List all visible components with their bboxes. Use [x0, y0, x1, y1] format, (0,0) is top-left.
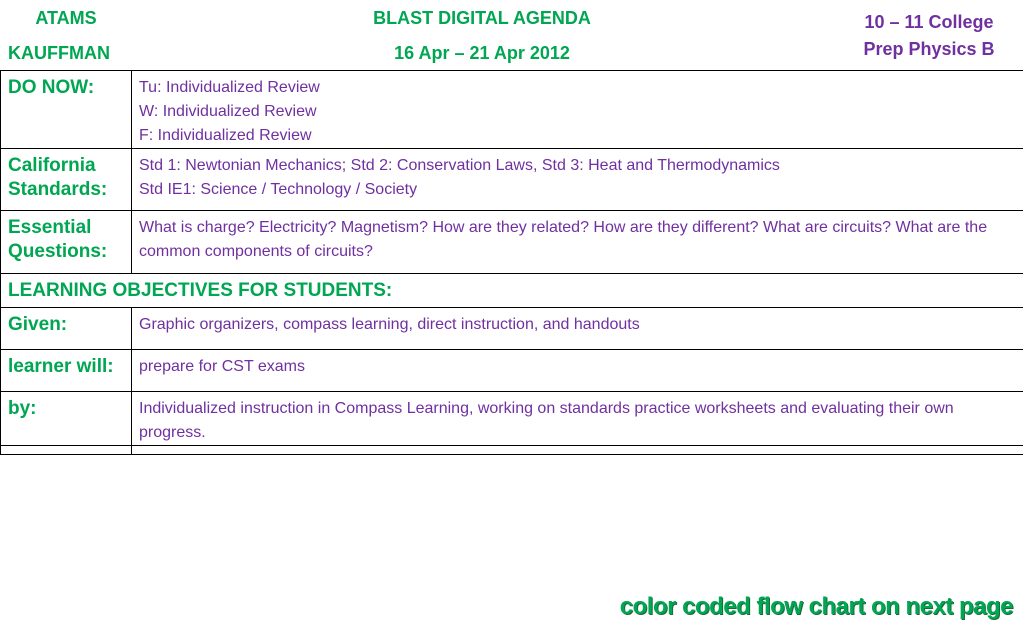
questions-content: What is charge? Electricity? Magnetism? How are they related? How are they different? What are circuits? What are the common components of circuits?: [132, 211, 1023, 264]
learner-label: learner will:: [1, 350, 131, 379]
agenda-title: BLAST DIGITAL AGENDA: [330, 7, 634, 29]
questions-content-cell: [132, 211, 1023, 274]
standards-line: Std IE1: Science / Technology / Society: [139, 178, 1019, 202]
do-now-content: [132, 71, 1023, 148]
standards-label-cell: [1, 149, 132, 211]
standards-label-line: Standards:: [8, 178, 131, 202]
standards-content-cell: [132, 149, 1023, 211]
given-label-cell: [1, 308, 132, 350]
teacher-name: KAUFFMAN: [8, 42, 124, 64]
agenda-table: [0, 70, 1023, 455]
do-now-label: DO NOW:: [1, 71, 131, 100]
table-row-learner: [1, 350, 1023, 392]
questions-label-cell: [1, 211, 132, 274]
objectives-heading-cell: [1, 274, 1023, 308]
questions-label: [1, 211, 131, 264]
objectives-heading: LEARNING OBJECTIVES FOR STUDENTS:: [1, 274, 1023, 303]
standards-line: Std 1: Newtonian Mechanics; Std 2: Conservation Laws, Std 3: Heat and Thermodynamics: [139, 154, 1019, 178]
questions-label-line: Essential: [8, 216, 131, 240]
do-now-content-cell: [132, 71, 1023, 149]
table-row-given: [1, 308, 1023, 350]
standards-label-line: California: [8, 154, 131, 178]
table-row-objectives: [1, 274, 1023, 308]
course-name: Prep Physics B: [838, 38, 1020, 60]
by-label: by:: [1, 392, 131, 421]
do-now-line: F: Individualized Review: [139, 124, 1019, 148]
table-row-questions: [1, 211, 1023, 274]
by-content-cell: [132, 392, 1023, 446]
next-page-note: color coded flow chart on next page: [620, 592, 1013, 622]
agenda-date-range: 16 Apr – 21 Apr 2012: [330, 42, 634, 64]
given-label: Given:: [1, 308, 131, 337]
empty-label-cell: [1, 446, 132, 455]
learner-content-cell: [132, 350, 1023, 392]
empty-content-cell: [132, 446, 1023, 455]
learner-label-cell: [1, 350, 132, 392]
do-now-line: W: Individualized Review: [139, 100, 1019, 124]
standards-content: [132, 149, 1023, 202]
given-content: Graphic organizers, compass learning, direct instruction, and handouts: [132, 308, 1023, 337]
table-row-empty: [1, 446, 1023, 455]
by-label-cell: [1, 392, 132, 446]
standards-label: [1, 149, 131, 202]
given-content-cell: [132, 308, 1023, 350]
do-now-line: Tu: Individualized Review: [139, 76, 1019, 100]
teacher-school: ATAMS: [34, 7, 98, 29]
questions-label-line: Questions:: [8, 240, 131, 264]
table-row-by: [1, 392, 1023, 446]
learner-content: prepare for CST exams: [132, 350, 1023, 379]
do-now-label-cell: [1, 71, 132, 149]
course-grade: 10 – 11 College: [838, 11, 1020, 33]
table-row-do-now: [1, 71, 1023, 149]
table-row-standards: [1, 149, 1023, 211]
by-content: Individualized instruction in Compass Learning, working on standards practice worksheets and evaluating their own progress.: [132, 392, 1023, 445]
